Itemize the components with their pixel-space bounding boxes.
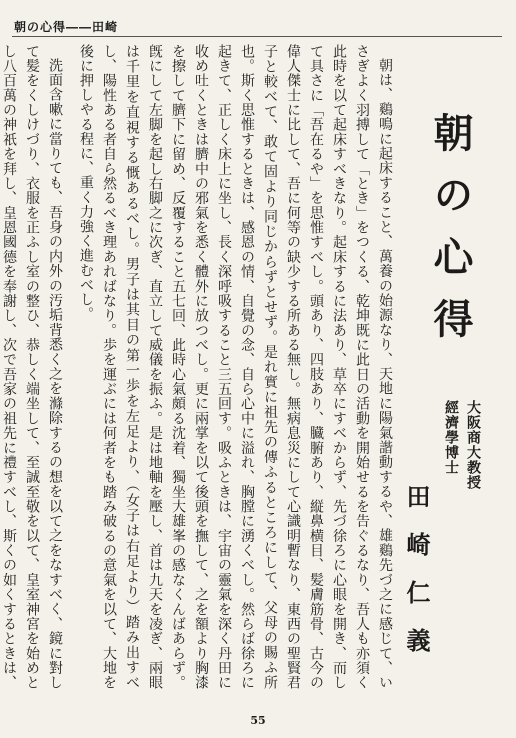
author-affiliation-1: 大阪商大教授 [465, 400, 481, 490]
article-body [1, 44, 396, 690]
body-paragraph-1: 朝は、鷄鳴に起床すること、萬養の始源なり、天地に陽氣諧動するや、雄鷄先づ之に感じて、いさぎよく羽搏して「とき」をつくる、乾坤既に此日の活動を開始せるを告ぐるなり、吾人も亦須く此時を以て起床すべきなり。起床するに法あり、草卒にすべからず、先づ徐ろに心眼を開き、而して具さに「吾在るや」を思惟すべし。頭あり、四肢あり、臓腑あり、縦鼻横目、髪膚筋骨、古今の偉人傑士に比して、吾に何等の缺少する所ある無し。無病息災にして心識明暫なり、東西の聖賢君子と較べて、敢て固より同じからずとせず。是れ實に祖先の傳ふるところにして、父母の賜ふ所也。斯く思惟するときは、感恩の情、自覺の念、自ら心中に溢れ、胸膛に湧くべし。然らば徐ろに起きて、正しく床上に坐し、長く深呼吸すること三五回す。吸ふときは、宇宙の靈氣を深く丹田に收め吐くときは臍中の邪氣を悉く體外に放つべし。更に兩掌を以て後頭を撫して、之を額より胸漆を擦して臍下に留め、反覆すること五七回、此時心氣頗る沈着、獨坐大雄峯の感なくんばあらず。旣にして左脚を起し右脚之に次ぎ、直立して威儀を振ふ。是は地軸を壓し、首は九天を凌ぎ、兩眼は千里を直視する慨あるべし。男子は其目の第一歩を左足より、（女子は右足より）踏み出すべし、陽性ある者自ら然るべき理あればなり。歩を運ぶには何者をも踏み破るの意氣を以て、大地を後に押しやる程に、重く力強く進むべし。 [78, 44, 393, 690]
article-title: 朝の心得 [427, 112, 474, 360]
running-header: 朝の心得――田崎 [14, 20, 119, 34]
author-name: 田崎仁義 [402, 484, 431, 676]
header-rule [12, 36, 502, 37]
author-affiliation-2: 經濟學博士 [443, 400, 459, 475]
body-paragraph-2: 洗面含嗽に當りても、吾身の内外の汚垢背悉く之を滌除するの想を以て之をなすべく、鏡に對して髪をくしけづり、衣服を正ふし室の整ひ、恭しく端坐して、至誠至敬を以て、皇室神宮を始めとし八百萬の神祇を拜し、皇恩國德を奉謝し、次で吾家の祖先に禮すべし、斯くの如くするときは、 [1, 44, 63, 690]
page-number: 55 [250, 714, 266, 727]
